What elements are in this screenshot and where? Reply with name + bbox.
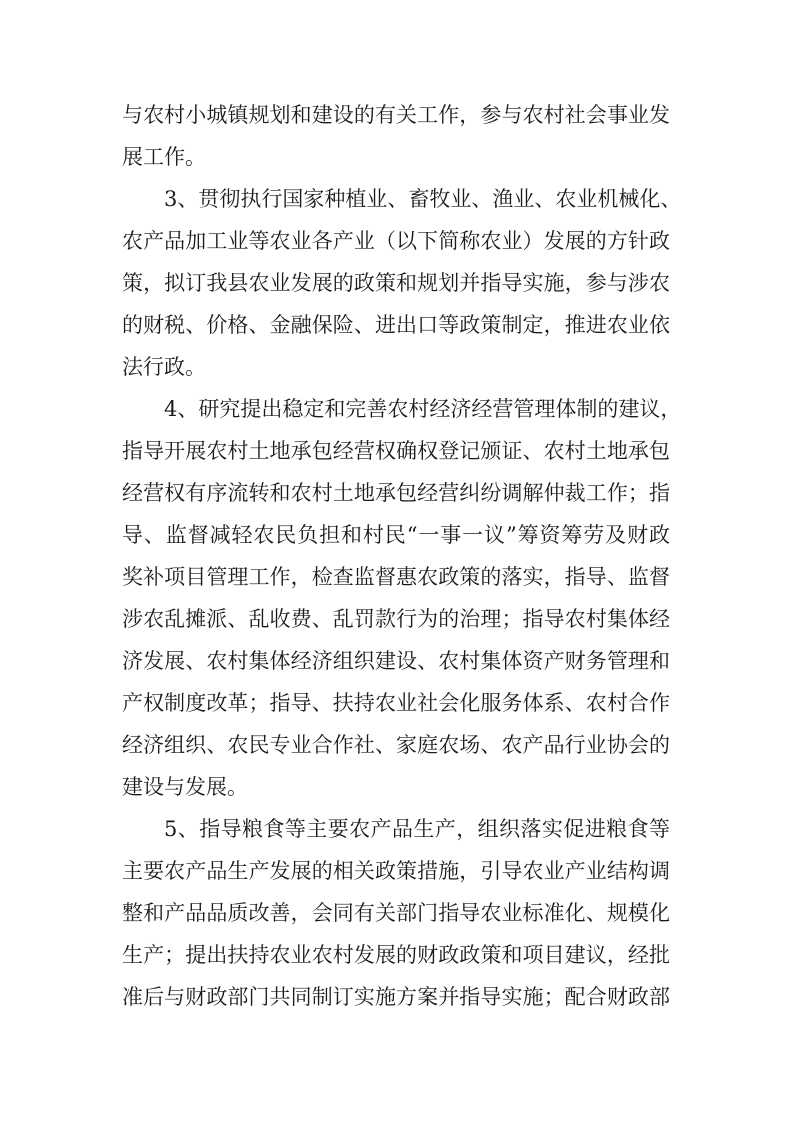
paragraph-start-line: 3、贯彻执行国家种植业、畜牧业、渔业、农业机械化、 [164, 187, 682, 211]
text-line: 整和产品品质改善，会同有关部门指导农业标准化、规模化 [122, 901, 670, 925]
text-line: 展工作。 [122, 145, 206, 169]
text-line: 导、监督减轻农民负担和村民“一事一议”筹资筹劳及财政 [122, 523, 670, 547]
text-line: 奖补项目管理工作，检查监督惠农政策的落实，指导、监督 [122, 565, 670, 589]
text-line: 济发展、农村集体经济组织建设、农村集体资产财务管理和 [122, 649, 670, 673]
paragraph-start-line: 5、指导粮食等主要农产品生产，组织落实促进粮食等 [164, 817, 670, 841]
text-line: 主要农产品生产发展的相关政策措施，引导农业产业结构调 [122, 859, 670, 883]
text-line: 农产品加工业等农业各产业（以下简称农业）发展的方针政 [122, 229, 670, 253]
text-line: 涉农乱摊派、乱收费、乱罚款行为的治理；指导农村集体经 [122, 607, 670, 631]
text-line: 策，拟订我县农业发展的政策和规划并指导实施，参与涉农 [122, 271, 670, 295]
text-line: 法行政。 [122, 355, 206, 379]
text-line: 经济组织、农民专业合作社、家庭农场、农产品行业协会的 [122, 733, 670, 757]
text-line: 建设与发展。 [122, 775, 248, 799]
text-line: 指导开展农村土地承包经营权确权登记颁证、农村土地承包 [122, 439, 670, 463]
paragraph-start-line: 4、研究提出稳定和完善农村经济经营管理体制的建议， [164, 397, 682, 421]
text-line: 与农村小城镇规划和建设的有关工作，参与农村社会事业发 [122, 103, 670, 127]
text-line: 准后与财政部门共同制订实施方案并指导实施；配合财政部 [122, 985, 670, 1009]
text-line: 生产；提出扶持农业农村发展的财政政策和项目建议，经批 [122, 943, 670, 967]
text-line: 经营权有序流转和农村土地承包经营纠纷调解仲裁工作；指 [122, 481, 670, 505]
text-line: 产权制度改革；指导、扶持农业社会化服务体系、农村合作 [122, 691, 670, 715]
text-line: 的财税、价格、金融保险、进出口等政策制定，推进农业依 [122, 313, 670, 337]
